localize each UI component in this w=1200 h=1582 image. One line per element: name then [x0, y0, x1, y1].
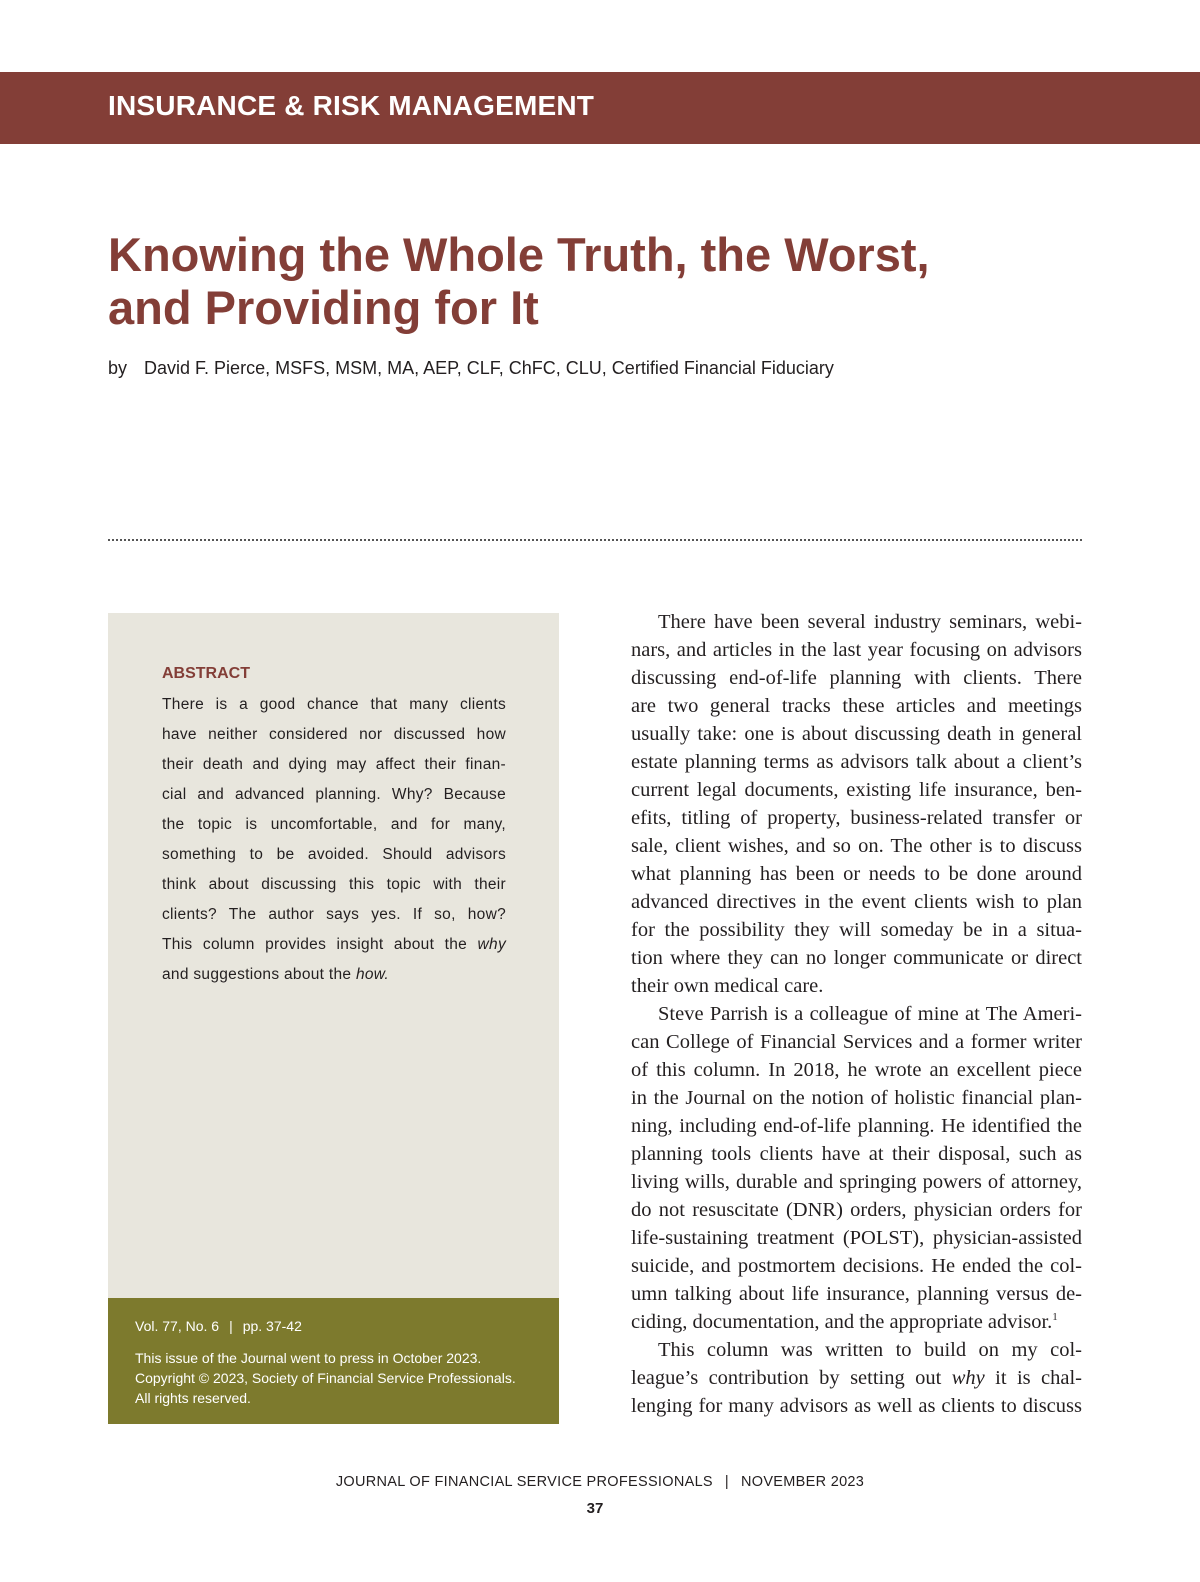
body-text-run: ciding, documentation, and the appropriate advisor.: [631, 1311, 1053, 1333]
body-line: life-sustaining treatment (POLST), physician-assisted: [631, 1227, 1082, 1249]
footer-separator: |: [724, 1474, 729, 1490]
abstract-line: There is a good chance that many clients: [162, 696, 506, 713]
copyright-line: This issue of the Journal went to press in October 2023.: [135, 1350, 482, 1366]
body-line: planning tools clients have at their disposal, such as: [631, 1143, 1082, 1165]
volume-separator: |: [229, 1318, 233, 1334]
body-line: advanced directives in the event clients wish to plan: [631, 891, 1082, 913]
body-line: discussing end-of-life planning with clients. There: [631, 667, 1082, 689]
byline-prefix: by: [108, 358, 128, 378]
body-line: sale, client wishes, and so on. The other is to discuss: [631, 835, 1082, 857]
body-line: for the possibility they will someday be in a situa-: [631, 919, 1082, 941]
body-line: This column was written to build on my col-: [658, 1339, 1082, 1361]
page-range: pp. 37-42: [242, 1318, 302, 1334]
abstract-text-run: and suggestions about the: [162, 966, 356, 983]
body-line: are two general tracks these articles and meetings: [631, 695, 1082, 717]
copyright-line: Copyright © 2023, Society of Financial Service Professionals.: [135, 1370, 516, 1386]
footnote-marker: 1: [1052, 1311, 1058, 1324]
body-line: can College of Financial Services and a former writer: [631, 1031, 1082, 1053]
article-body: [631, 608, 1082, 1420]
body-line: [631, 1308, 1082, 1336]
abstract-line: [162, 930, 506, 960]
section-title: INSURANCE & RISK MANAGEMENT: [108, 90, 595, 121]
body-line: their own medical care.: [631, 975, 824, 997]
body-line: efits, titling of property, business-related transfer or: [631, 807, 1082, 829]
body-line: in the Journal on the notion of holistic financial plan-: [631, 1087, 1082, 1109]
dotted-divider: [108, 539, 1082, 541]
abstract-line: clients? The author says yes. If so, how?: [162, 906, 506, 923]
abstract-line: something to be avoided. Should advisors: [162, 846, 506, 863]
byline: [108, 358, 834, 379]
body-line: tion where they can no longer communicate or direct: [631, 947, 1082, 969]
volume-line: [135, 1318, 302, 1334]
abstract-text: [162, 690, 506, 990]
article-title-line: and Providing for It: [108, 281, 539, 334]
body-line: ning, including end-of-life planning. He identified the: [631, 1115, 1082, 1137]
article-title: [108, 228, 1068, 334]
body-line: of this column. In 2018, he wrote an excellent piece: [631, 1059, 1082, 1081]
body-line: current legal documents, existing life insurance, ben-: [631, 779, 1082, 801]
abstract-box: [108, 613, 559, 1298]
body-line: There have been several industry seminars, webi-: [658, 611, 1082, 633]
page-footer: [0, 1474, 1200, 1490]
abstract-heading: ABSTRACT: [162, 665, 250, 682]
copyright-line: All rights reserved.: [135, 1390, 251, 1406]
body-line: do not resuscitate (DNR) orders, physician orders for: [631, 1199, 1082, 1221]
abstract-line: the topic is uncomfortable, and for many,: [162, 816, 506, 833]
abstract-line: think about discussing this topic with their: [162, 876, 506, 893]
body-line: umn talking about life insurance, planning versus de-: [631, 1283, 1082, 1305]
body-line: what planning has been or needs to be done around: [631, 863, 1082, 885]
body-text-run: it is chal-: [984, 1367, 1082, 1389]
publication-info-box: [108, 1298, 559, 1424]
journal-name: JOURNAL OF FINANCIAL SERVICE PROFESSIONALS: [335, 1474, 713, 1490]
abstract-line: their death and dying may affect their finan-: [162, 756, 506, 773]
body-line: nars, and articles in the last year focusing on advisors: [631, 639, 1082, 661]
section-banner: [0, 72, 1200, 144]
author-name: David F. Pierce, MSFS, MSM, MA, AEP, CLF, ChFC, CLU, Certified Financial Fiduciary: [144, 358, 834, 378]
abstract-emphasis: how.: [355, 966, 390, 983]
body-line: lenging for many advisors as well as clients to discuss: [631, 1395, 1082, 1417]
body-line: Steve Parrish is a colleague of mine at The Ameri-: [658, 1003, 1082, 1025]
body-emphasis: why: [951, 1367, 985, 1389]
abstract-text-run: This column provides insight about the: [162, 936, 478, 953]
volume-number: Vol. 77, No. 6: [135, 1318, 220, 1334]
issue-date: NOVEMBER 2023: [740, 1474, 865, 1490]
body-line: living wills, durable and springing powers of attorney,: [631, 1171, 1082, 1193]
abstract-line: have neither considered nor discussed how: [162, 726, 506, 743]
abstract-line: cial and advanced planning. Why? Because: [162, 786, 506, 803]
abstract-emphasis: why: [477, 936, 506, 953]
body-text-run: league’s contribution by setting out: [631, 1367, 952, 1389]
article-title-line: Knowing the Whole Truth, the Worst,: [108, 228, 930, 281]
copyright-notice: [135, 1348, 545, 1408]
body-line: [631, 1364, 1082, 1392]
abstract-line: [162, 960, 506, 990]
body-line: suicide, and postmortem decisions. He ended the col-: [631, 1255, 1082, 1277]
body-line: estate planning terms as advisors talk about a client’s: [631, 751, 1082, 773]
body-line: usually take: one is about discussing death in general: [631, 723, 1082, 745]
page-number: 37: [586, 1500, 604, 1517]
